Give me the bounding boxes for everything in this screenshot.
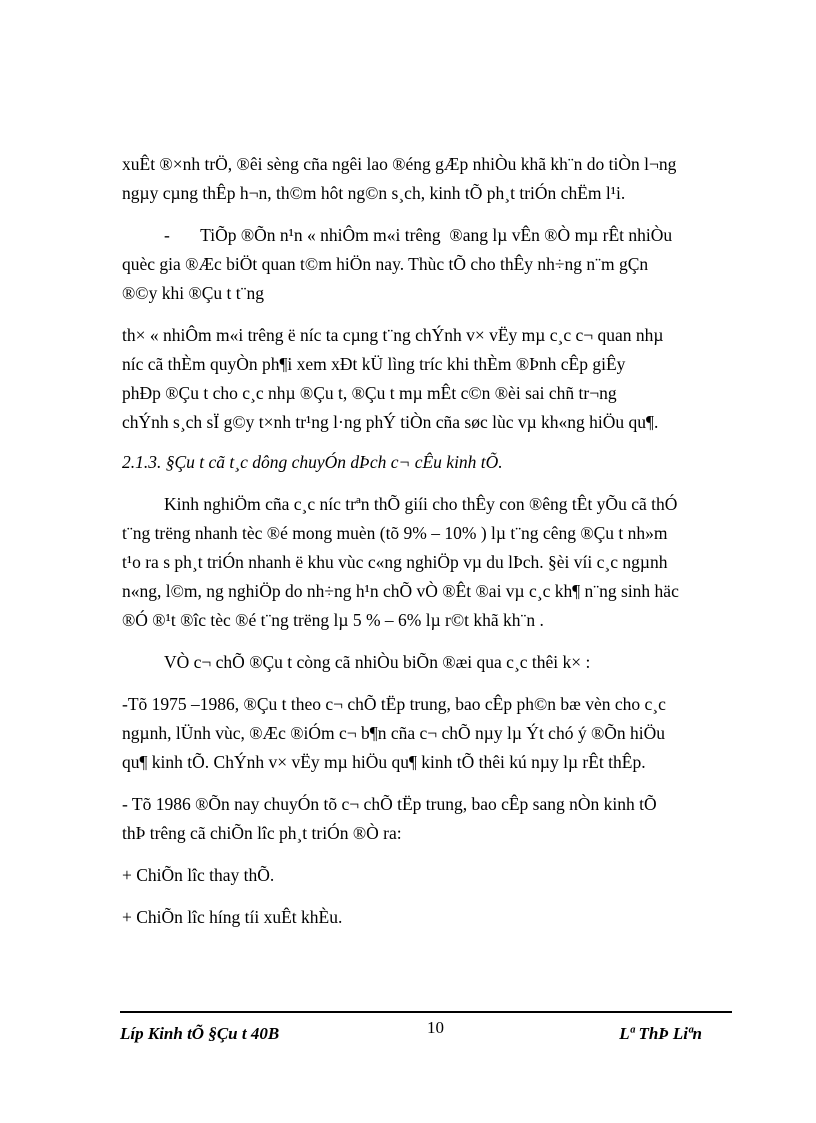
text-line: ®©y khi ®Çu t t¨ng [122,283,264,303]
text-line: n«ng, l©m, ng nghiÖp do nh÷ng h¹n chÕ vÒ ®Êt ®ai vµ c¸c kh¶ n¨ng sinh häc [122,581,679,601]
text-line: + ChiÕn lîc thay thÕ. [122,865,275,885]
text-line: + ChiÕn lîc híng tíi xuÊt khÈu. [122,907,343,927]
text-line: - TiÕp ®Õn n¹n « nhiÔm m«i trêng ®ang lµ vÊn ®Ò mµ rÊt nhiÒu [164,225,673,245]
paragraph-9 [122,903,730,932]
paragraph-5 [122,648,730,677]
text-line: ngµnh, lÜnh vùc, ®Æc ®iÓm c¬ b¶n cña c¬ chÕ nµy lµ Ýt chó ý ®Õn hiÖu [122,723,666,743]
paragraph-8 [122,861,730,890]
text-line: th× « nhiÔm m«i trêng ë níc ta cµng t¨ng chÝnh v× vËy mµ c¸c c¬ quan nhµ [122,325,664,345]
text-line: - Tõ 1986 ®Õn nay chuyÓn tõ c¬ chÕ tËp trung, bao cÊp sang nÒn kinh tÕ [122,794,657,814]
text-line: ®Ó ®¹t ®îc tèc ®é t¨ng trëng lµ 5 % – 6% lµ r©t khã kh¨n . [122,610,544,630]
text-line: t¨ng trëng nhanh tèc ®é mong muèn (tõ 9% – 10% ) lµ t¨ng cêng ®Çu t nh»m [122,523,668,543]
text-line: phÐp ®Çu t cho c¸c nhµ ®Çu t, ®Çu t mµ mÊt c©n ®èi sai chñ tr¬ng [122,383,617,403]
paragraph-4 [122,490,730,519]
text-line: thÞ trêng cã chiÕn lîc ph¸t triÓn ®Ò ra: [122,823,402,843]
paragraph-4-cont [122,519,730,635]
paragraph-2 [122,221,730,250]
page-number: 10 [427,1018,444,1037]
text-line: VÒ c¬ chÕ ®Çu t còng cã nhiÒu biÕn ®æi qua c¸c thêi k× : [164,652,591,672]
page-body [122,150,730,932]
text-line: níc cã thÈm quyÒn ph¶i xem xÐt kÜ lìng tríc khi thÈm ®Þnh cÊp giÊy [122,354,626,374]
text-line: t¹o ra s ph¸t triÓn nhanh ë khu vùc c«ng nghiÖp vµ du lÞch. §èi víi c¸c ngµnh [122,552,668,572]
text-line: qu¶ kinh tÕ. ChÝnh v× vËy mµ hiÖu qu¶ kinh tÕ thêi kú nµy lµ rÊt thÊp. [122,752,646,772]
text-line: ngµy cµng thÊp h¬n, th©m hôt ng©n s¸ch, kinh tÕ ph¸t triÓn chËm l¹i. [122,183,626,203]
paragraph-3 [122,321,730,437]
text-line: xuÊt ®×nh trÖ, ®êi sèng cña ngêi lao ®éng gÆp nhiÒu khã kh¨n do tiÒn l¬ng [122,154,677,174]
paragraph-1 [122,150,730,208]
text-line: Kinh nghiÖm cña c¸c níc trªn thÕ giíi cho thÊy con ®êng tÊt yÕu cã thÓ [164,494,678,514]
section-heading: 2.1.3. §Çu t cã t¸c dông chuyÓn dÞch c¬ cÊu kinh tÕ. [122,452,503,472]
paragraph-6 [122,690,730,777]
text-line: -Tõ 1975 –1986, ®Çu t theo c¬ chÕ tËp trung, bao cÊp ph©n bæ vèn cho c¸c [122,694,666,714]
footer-divider [120,1011,732,1013]
page-footer [120,1018,732,1058]
text-line: quèc gia ®Æc biÖt quan t©m hiÖn nay. Thùc tÕ cho thÊy nh÷ng n¨m gÇn [122,254,649,274]
footer-class-label: Líp Kinh tÕ §Çu t 40B [120,1024,280,1043]
paragraph-2-cont [122,250,730,308]
footer-author: Lª ThÞ Liªn [619,1024,702,1043]
text-line: chÝnh s¸ch sÏ g©y t×nh tr¹ng l·ng phÝ tiÒn cña søc lùc vµ kh«ng hiÖu qu¶. [122,412,659,432]
paragraph-7 [122,790,730,848]
